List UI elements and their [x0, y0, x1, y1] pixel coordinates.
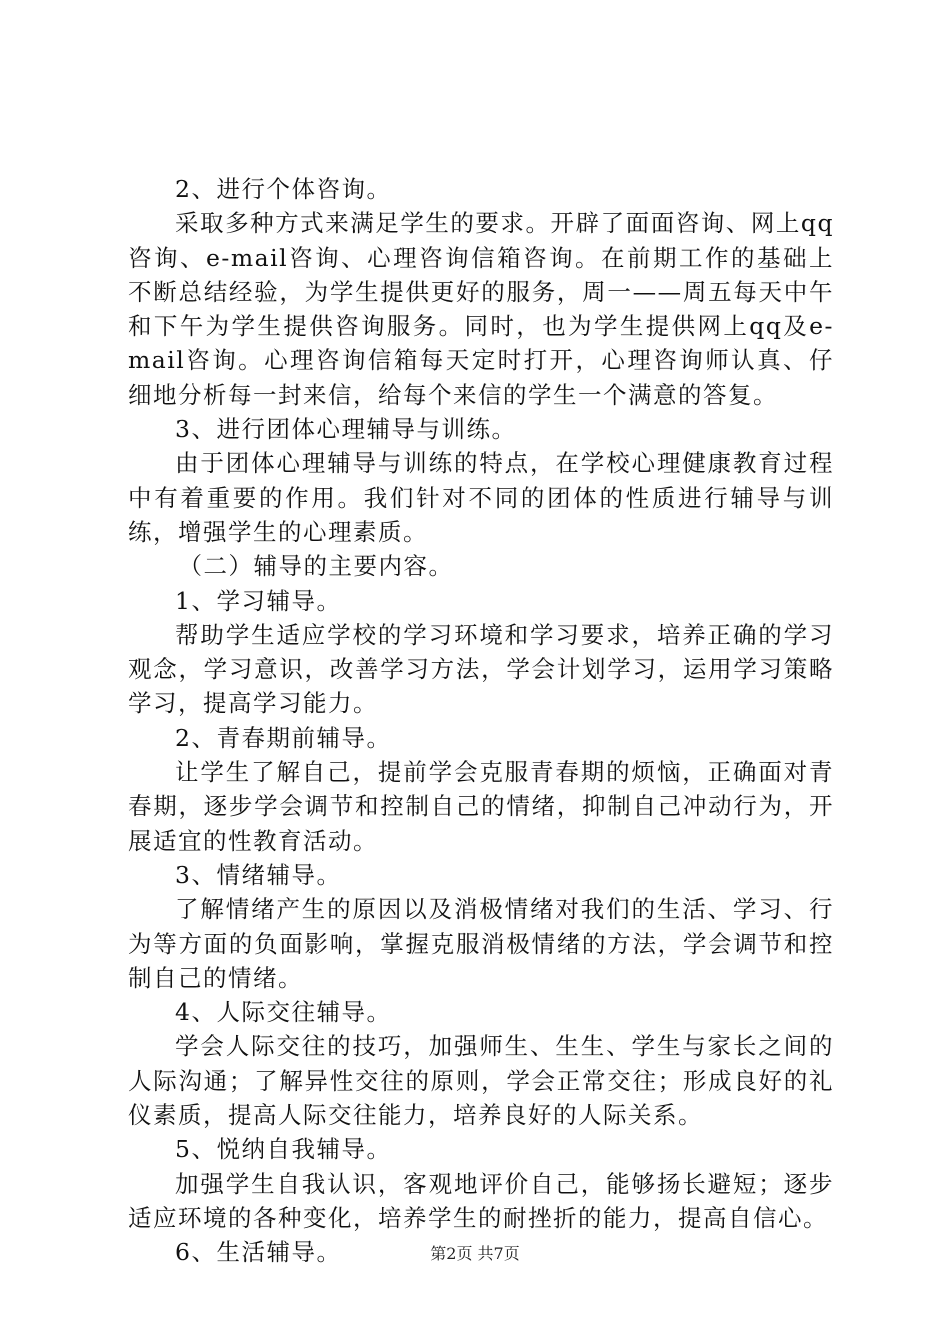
- section-heading: 2、青春期前辅导。: [175, 723, 392, 752]
- body-paragraph: 采取多种方式来满足学生的要求。开辟了面面咨询、网上qq咨询、e-mail咨询、心理咨询信箱咨询。在前期工作的基础上不断总结经验，为学生提供更好的服务，周一——周五每天中午和下午为学生提供咨询服务。同时，也为学生提供网上qq及e-mail咨询。心理咨询信箱每天定时打开，心理咨询师认真、仔细地分析每一封来信，给每个来信的学生一个满意的答复。: [128, 209, 834, 409]
- section-heading: 3、进行团体心理辅导与训练。: [175, 415, 517, 444]
- document-body: [128, 172, 834, 1270]
- body-paragraph: 了解情绪产生的原因以及消极情绪对我们的生活、学习、行为等方面的负面影响，掌握克服消极情绪的方法，学会调节和控制自己的情绪。: [128, 895, 834, 992]
- section-heading: 1、学习辅导。: [175, 586, 342, 615]
- section-heading: 3、情绪辅导。: [175, 860, 342, 889]
- body-paragraph: 加强学生自我认识，客观地评价自己，能够扬长避短；逐步适应环境的各种变化，培养学生的耐挫折的能力，提高自信心。: [128, 1169, 834, 1232]
- body-paragraph: 让学生了解自己，提前学会克服青春期的烦恼，正确面对青春期，逐步学会调节和控制自己的情绪，抑制自己冲动行为，开展适宜的性教育活动。: [128, 758, 834, 855]
- page-number-footer: 第2页 共7页: [430, 1244, 520, 1263]
- section-heading: 2、进行个体咨询。: [175, 175, 392, 203]
- subsection-heading: （二）辅导的主要内容。: [178, 552, 454, 581]
- section-heading: 5、悦纳自我辅导。: [175, 1135, 392, 1164]
- section-heading: 4、人际交往辅导。: [175, 998, 392, 1027]
- body-paragraph: 帮助学生适应学校的学习环境和学习要求，培养正确的学习观念，学习意识，改善学习方法，学会计划学习，运用学习策略学习，提高学习能力。: [128, 620, 834, 718]
- body-paragraph: 学会人际交往的技巧，加强师生、生生、学生与家长之间的人际沟通；了解异性交往的原则，学会正常交往；形成良好的礼仪素质，提高人际交往能力，培养良好的人际关系。: [128, 1032, 834, 1130]
- section-heading: 6、生活辅导。: [175, 1238, 342, 1267]
- body-paragraph: 由于团体心理辅导与训练的特点，在学校心理健康教育过程中有着重要的作用。我们针对不同的团体的性质进行辅导与训练，增强学生的心理素质。: [128, 449, 834, 546]
